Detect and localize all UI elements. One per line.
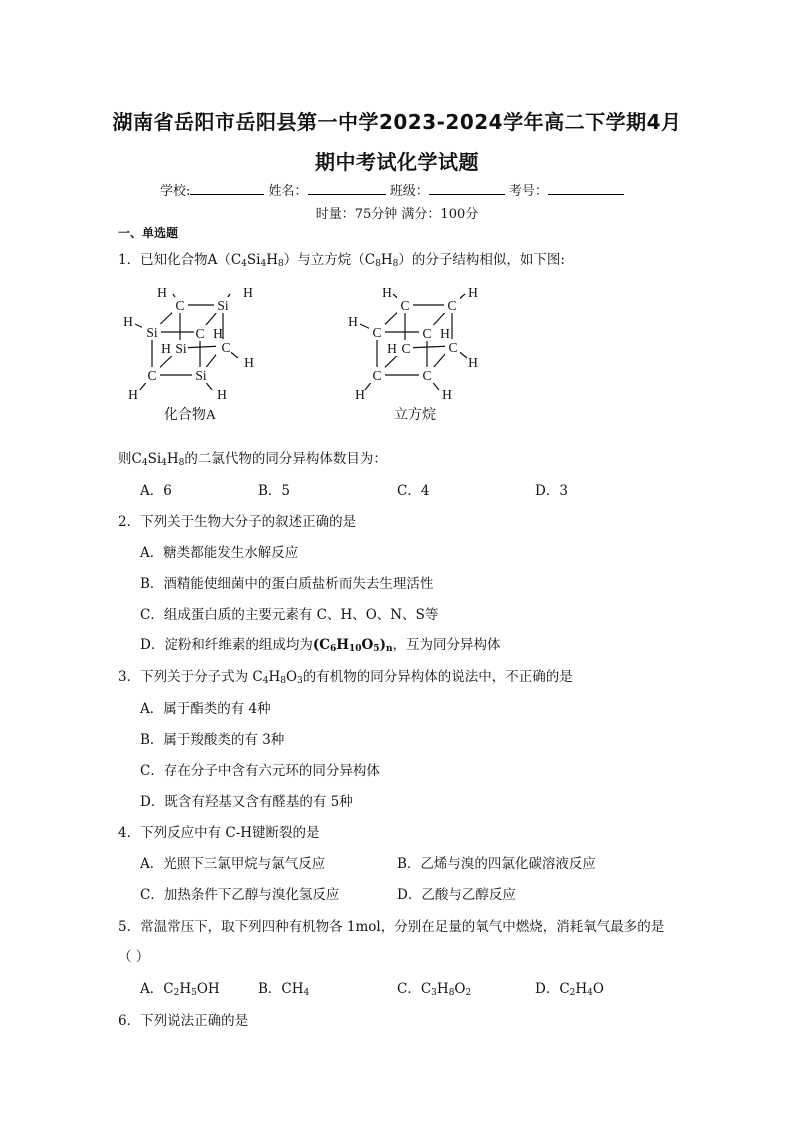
question-2-option-a[interactable]: A．糖类都能发生水解反应 [140,545,299,561]
exam-no-blank[interactable] [548,182,624,195]
question-2-option-b[interactable]: B．酒精能使细菌中的蛋白质盐析而失去生理活性 [140,576,434,592]
atom-label: H [157,285,167,300]
question-4-option-c[interactable]: C．加热条件下乙醇与溴化氢反应 [140,887,340,903]
atom-label: H [468,355,478,370]
class-blank[interactable] [429,182,505,195]
atom-label: Si [217,298,229,313]
atom-label: C [372,325,382,340]
atom-label: C [401,341,411,356]
question-1-option-b[interactable]: B．5 [258,483,291,499]
question-3-stem: 3．下列关于分子式为 $C_4H_8O_3$的有机物的同分异构体的说法中，不正确的是 [118,669,573,686]
question-3-option-c[interactable]: C．存在分子中含有六元环的同分异构体 [140,763,380,779]
atom-label: H [355,387,365,402]
compound-a-caption: 化合物A [163,408,217,423]
question-1-option-a[interactable]: A．6 [140,483,172,499]
cubane-structure-diagram [335,278,515,428]
question-1-stem: 1．已知化合物$A(C_4Si_4H_8)$与立方烷$(C_8H_8)$的分子结构相似，如下图: [118,252,565,269]
atom-label: C [422,326,432,341]
atom-label: H [348,314,358,329]
atom-label: C [195,326,205,341]
question-4-option-a[interactable]: A．光照下三氯甲烷与氯气反应 [140,856,326,872]
question-2-option-c[interactable]: C．组成蛋白质的主要元素有 C、H、O、N、S等 [140,607,439,623]
question-4-option-b[interactable]: B．乙烯与溴的四氯化碳溶液反应 [397,856,596,872]
question-5-option-d[interactable]: D．$C_2H_4O$ [535,981,604,998]
atom-label: H [128,387,138,402]
atom-label: C [400,298,410,313]
atom-label: Si [195,368,207,383]
atom-label: C [448,340,458,355]
name-label: 姓名： [268,184,308,199]
atom-label: H [382,285,392,300]
atom-label: H [213,326,223,341]
atom-label: H [217,387,227,402]
atom-label: C [422,368,432,383]
question-3-option-d[interactable]: D．既含有羟基又含有醛基的有 5种 [140,794,353,810]
atom-label: Si [146,325,158,340]
question-1-followup: 则$C_4Si_4H_8$的二氯代物的同分异构体数目为： [118,451,387,468]
question-6-stem: 6．下列说法正确的是 [118,1013,249,1029]
exam-title-line2: 期中考试化学试题 [315,150,479,174]
question-4-option-d[interactable]: D．乙酸与乙醇反应 [397,887,516,903]
cubane-caption: 立方烷 [394,408,436,423]
question-5-answer-blank: （ ） [118,949,150,965]
atom-label: H [123,314,133,329]
question-5-option-b[interactable]: B．$CH_4$ [258,981,310,998]
atom-label: H [440,326,450,341]
time-score-line: 时量：75分钟 满分：100分 [315,207,479,222]
school-blank[interactable] [190,182,264,195]
exam-title-line1: 湖南省岳阳市岳阳县第一中学2023-2024学年高二下学期4月 [112,110,682,134]
question-3-option-b[interactable]: B．属于羧酸类的有 3种 [140,732,285,748]
atom-label: H [468,285,478,300]
atom-label: H [244,355,254,370]
question-5-option-c[interactable]: C．$C_3H_8O_2$ [397,981,472,998]
question-5-option-a[interactable]: A．$C_2H_5OH$ [140,981,220,998]
atom-label: C [447,298,457,313]
atom-label: H [161,341,171,356]
atom-label: H [387,341,397,356]
class-label: 班级： [389,184,429,199]
question-2-stem: 2．下列关于生物大分子的叙述正确的是 [118,514,357,530]
student-info-line [160,180,640,199]
atom-label: C [221,340,231,355]
atom-label: Si [175,341,187,356]
atom-label: C [372,368,382,383]
section-title: 一、单选题 [118,226,179,240]
atom-label: C [175,298,185,313]
question-1-option-c[interactable]: C．4 [397,483,430,499]
atom-label: H [442,387,452,402]
question-2-option-d[interactable]: D．淀粉和纤维素的组成均为$(C_6H_{10}O_5)_n$，互为同分异构体 [140,637,501,654]
compound-a-structure-diagram [110,278,290,428]
question-4-stem: 4．下列反应中有 C-H键断裂的是 [118,825,320,841]
question-5-stem: 5．常温常压下，取下列四种有机物各 1mol，分别在足量的氧气中燃烧，消耗氧气最多的是 [118,919,665,935]
school-label: 学校: [160,184,191,199]
exam-no-label: 考号： [508,184,548,199]
name-blank[interactable] [308,182,386,195]
question-3-option-a[interactable]: A．属于酯类的有 4种 [140,701,271,717]
question-1-option-d[interactable]: D．3 [535,483,568,499]
atom-label: C [147,368,157,383]
atom-label: H [243,285,253,300]
